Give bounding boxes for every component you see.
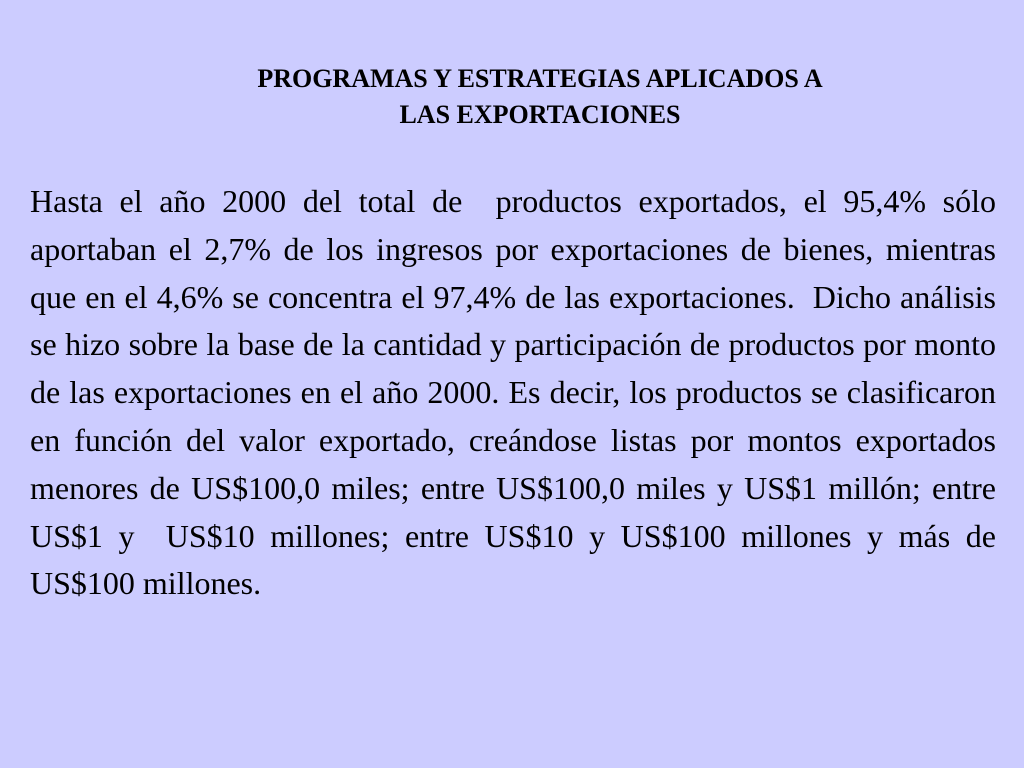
slide-title-line-2: LAS EXPORTACIONES [399, 100, 681, 129]
slide-body-paragraph: Hasta el año 2000 del total de productos exportados, el 95,4% sólo aportaban el 2,7% de los ingresos por exportaciones de bienes, mientras que en el 4,6% se concentra el 97,4% de las exportaciones. Dicho análisis se hizo sobre la base de la cantidad y participación de productos por monto de las exportaciones en el año 2000. Es decir, los productos se clasificaron en función del valor exportado, creándose listas por montos exportados menores de US$100,0 miles; entre US$100,0 miles y US$1 millón; entre US$1 y US$10 millones; entre US$10 y US$100 millones y más de US$100 millones. [30, 183, 1004, 602]
slide-title-line-1: PROGRAMAS Y ESTRATEGIAS APLICADOS A [257, 64, 823, 93]
slide-title [60, 61, 1020, 133]
